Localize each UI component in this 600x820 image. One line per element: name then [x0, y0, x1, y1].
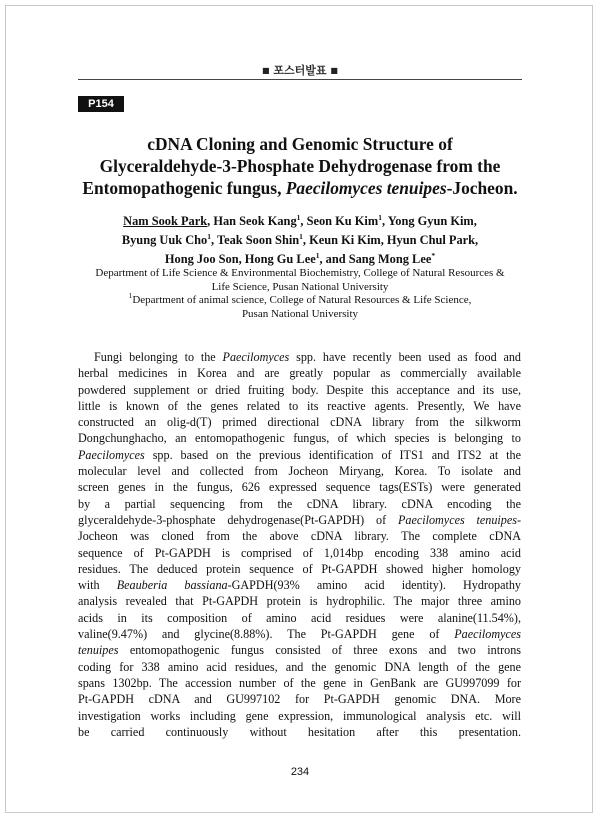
corresponding-marker: * [431, 251, 436, 260]
title-line: Glyceraldehyde-3-Phosphate Dehydrogenase from the [99, 156, 501, 176]
affiliation-marker: 1 [296, 213, 301, 222]
title-text: -Jocheon. [446, 178, 518, 198]
affiliations [60, 267, 540, 321]
author-line [60, 212, 540, 231]
abstract-line: little is known of the genes related to its reactive agents. Presently, We have [78, 398, 521, 413]
affiliation-line: Life Science, Pusan National University [211, 280, 389, 293]
author-text: , and Sang Mong Lee [319, 252, 432, 266]
abstract-line: investigation works including gene expression, immunological analysis etc. will [78, 708, 521, 723]
abstract-line: constructed an olig-d(T) primed directional cDNA library from the silkworm [78, 415, 521, 430]
author-text: , Teak Soon Shin [211, 233, 300, 247]
author-line [60, 231, 540, 250]
author-text: , Yong Gyun Kim, [381, 214, 477, 228]
author-text: Byung Uuk Cho [121, 233, 208, 247]
square-bullet-icon: ■ [330, 66, 338, 75]
abstract-line: tenuipes entomopathogenic fungus consisted of three exons and two introns [78, 643, 521, 658]
title-line: cDNA Cloning and Genomic Structure of [147, 134, 453, 154]
square-bullet-icon: ■ [262, 66, 270, 75]
page-number: 234 [290, 766, 310, 778]
abstract-line: residues. The deduced protein sequence of Pt-GAPDH showed higher homology [78, 561, 521, 576]
abstract-line: Paecilomyces spp. based on the previous identification of ITS1 and ITS2 at the [78, 447, 521, 462]
affiliation-marker: 1 [207, 232, 211, 241]
author-text: , Keun Ki Kim, Hyun Chul Park, [302, 233, 479, 247]
abstract-line: spans 1302bp. The accession number of the gene in GenBank are GU997099 for [78, 675, 521, 690]
abstract-line: herbal medicines in Korea and are greatly popular as commercially available [78, 366, 521, 381]
abstract-line: sequence of Pt-GAPDH is comprised of 1,014bp encoding 338 amino acid [78, 545, 521, 560]
affiliation-line: Pusan National University [241, 307, 359, 320]
section-label: 포스터발표 [273, 64, 327, 77]
abstract-line: coding for 338 amino acid residues, and the genomic DNA length of the gene [78, 659, 521, 674]
abstract-line: molecular level and collected from Jocheon Miryang, Korea. To isolate and [78, 464, 521, 479]
abstract-line: Pt-GAPDH cDNA and GU997102 for Pt-GAPDH genomic DNA. More [78, 692, 521, 707]
affiliation-line [60, 291, 540, 308]
abstract-line: be carried continuously without hesitation after this presentation. [78, 724, 521, 739]
abstract-line: valine(9.47%) and glycine(8.88%). The Pt-GAPDH gene of Paecilomyces [78, 627, 521, 642]
abstract-body [78, 349, 521, 740]
abstract-line: screen genes in the fungus, 626 expressed sequence tags(ESTs) were generated [78, 480, 521, 495]
abstract-line: powdered supplement or dried fruiting body. Despite this acceptance and its use, [78, 382, 521, 397]
paper-title [60, 133, 540, 199]
author-list [60, 212, 540, 269]
affiliation-line: Department of Life Science & Environmental Biochemistry, College of Natural Resources & [95, 267, 505, 279]
abstract-line: with Beauberia bassiana-GAPDH(93% amino acid identity). Hydropathy [78, 578, 521, 593]
abstract-line: glyceraldehyde-3-phosphate dehydrogenase(Pt-GAPDH) of Paecilomyces tenuipes- [78, 512, 521, 527]
author-text: Hong Joo Son, Hong Gu Lee [164, 252, 316, 266]
affiliation-marker: 1 [378, 213, 382, 222]
affiliation-marker: 1 [299, 232, 303, 241]
section-header [0, 62, 600, 78]
title-text: Entomopathogenic fungus, [82, 178, 286, 198]
poster-id-badge: P154 [78, 96, 124, 112]
author-text: , Han Seok Kang [207, 214, 297, 228]
abstract-line: acids in its composition of amino acid residues were alanine(11.54%), [78, 610, 521, 625]
affiliation-marker: 1 [128, 291, 133, 300]
species-name: Paecilomyces tenuipes [285, 178, 447, 198]
affiliation-text: Department of animal science, College of Natural Resources & Life Science, [132, 294, 472, 306]
abstract-line: Jocheon was cloned from the above cDNA library. The complete cDNA [78, 529, 521, 544]
author-text: , Seon Ku Kim [300, 214, 379, 228]
title-line [60, 177, 540, 199]
abstract-line: by a partial sequencing from the cDNA library. cDNA encoding the [78, 496, 521, 511]
affiliation-marker: 1 [315, 251, 320, 260]
abstract-line: analysis revealed that Pt-GAPDH protein is hydrophilic. The major three amino [78, 594, 521, 609]
presenting-author: Nam Sook Park [123, 214, 208, 228]
abstract-line: Fungi belonging to the Paecilomyces spp. have recently been used as food and [94, 350, 522, 364]
header-divider [78, 79, 522, 80]
abstract-line: Dongchunghacho, an entomopathogenic fungus, of which species is belonging to [78, 431, 521, 446]
